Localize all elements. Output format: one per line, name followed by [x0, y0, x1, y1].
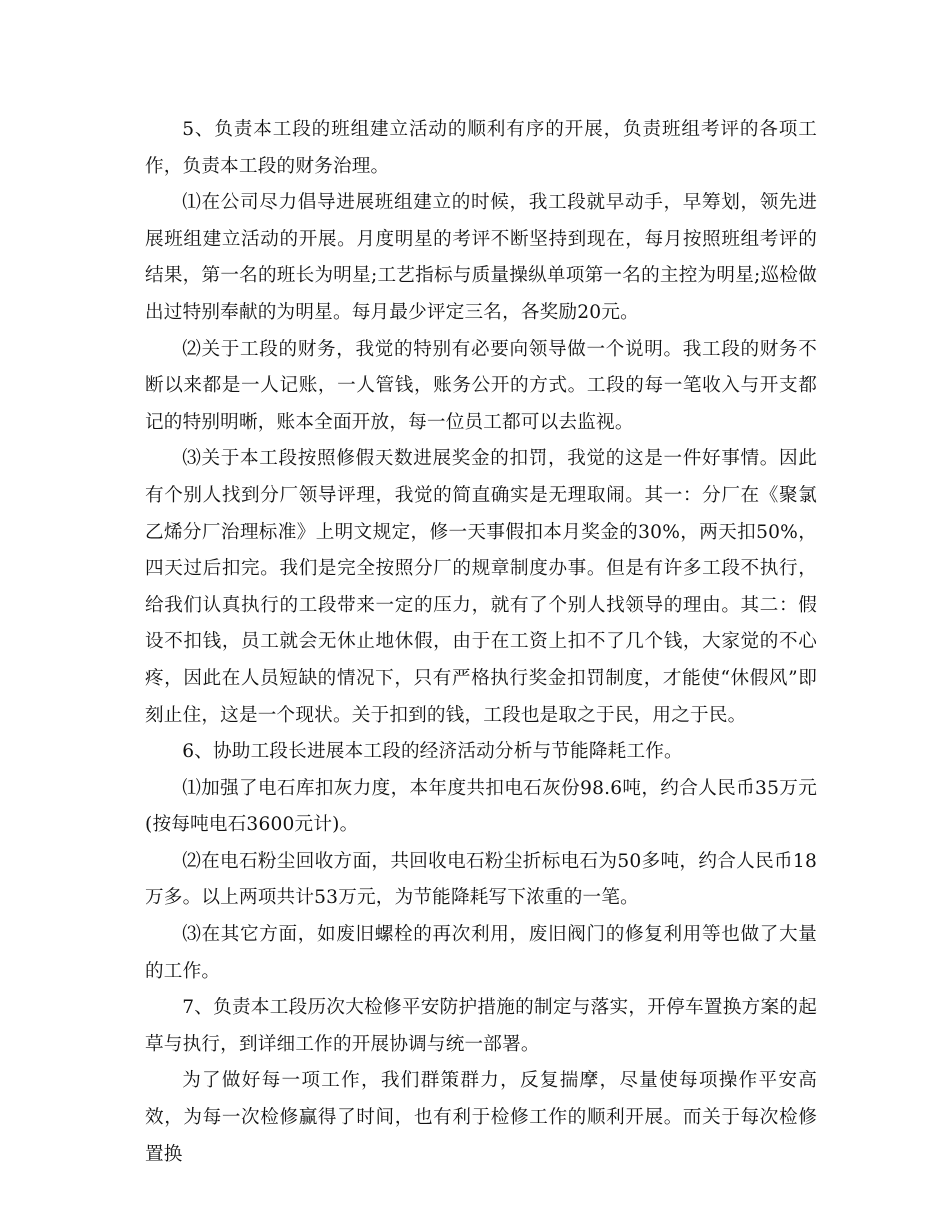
paragraph-5-1: ⑴在公司尽力倡导进展班组建立的时候，我工段就早动手，早筹划，领先进展班组建立活动的开展。月度明星的考评不断坚持到现在，每月按照班组考评的结果，第一名的班长为明星;工艺指标与质量操纵单项第一名的主控为明星;巡检做出过特别奉献的为明星。每月最少评定三名，各奖励20元。 [145, 192, 817, 323]
paragraph-6-2: ⑵在电石粉尘回收方面，共回收电石粉尘折标电石为50多吨，约合人民币18万多。以上两项共计53万元，为节能降耗写下浓重的一笔。 [145, 850, 817, 909]
paragraph-section-7: 7、负责本工段历次大检修平安防护措施的制定与落实，开停车置换方案的起草与执行，到详细工作的开展协调与统一部署。 [145, 997, 817, 1055]
paragraph-7-body: 为了做好每一项工作，我们群策群力，反复揣摩，尽量使每项操作平安高效，为每一次检修赢得了时间，也有利于检修工作的顺利开展。而关于每次检修置换 [145, 1070, 817, 1165]
paragraph-6-1: ⑴加强了电石库扣灰力度，本年度共扣电石灰份98.6吨，约合人民币35万元(按每吨电石3600元计)。 [145, 777, 817, 836]
paragraph-section-5: 5、负责本工段的班组建立活动的顺利有序的开展，负责班组考评的各项工作，负责本工段的财务治理。 [145, 119, 817, 177]
paragraph-5-2: ⑵关于工段的财务，我觉的特别有必要向领导做一个说明。我工段的财务不断以来都是一人记账，一人管钱，账务公开的方式。工段的每一笔收入与开支都记的特别明晰，账本全面开放，每一位员工都可以去监视。 [145, 338, 817, 433]
document-body [145, 112, 817, 1173]
paragraph-section-6: 6、协助工段长进展本工段的经济活动分析与节能降耗工作。 [182, 741, 683, 763]
paragraph-6-3: ⑶在其它方面，如废旧螺栓的再次利用，废旧阀门的修复利用等也做了大量的工作。 [145, 924, 817, 982]
paragraph-5-3: ⑶关于本工段按照修假天数进展奖金的扣罚，我觉的这是一件好事情。因此有个别人找到分厂领导评理，我觉的简直确实是无理取闹。其一：分厂在《聚氯乙烯分厂治理标准》上明文规定，修一天事假扣本月奖金的30%，两天扣50%，四天过后扣完。我们是完全按照分厂的规章制度办事。但是有许多工段不执行，给我们认真执行的工段带来一定的压力，就有了个别人找领导的理由。其二：假设不扣钱，员工就会无休止地休假，由于在工资上扣不了几个钱，大家觉的不心疼，因此在人员短缺的情况下，只有严格执行奖金扣罚制度，才能使“休假风”即刻止住，这是一个现状。关于扣到的钱，工段也是取之于民，用之于民。 [145, 448, 817, 726]
